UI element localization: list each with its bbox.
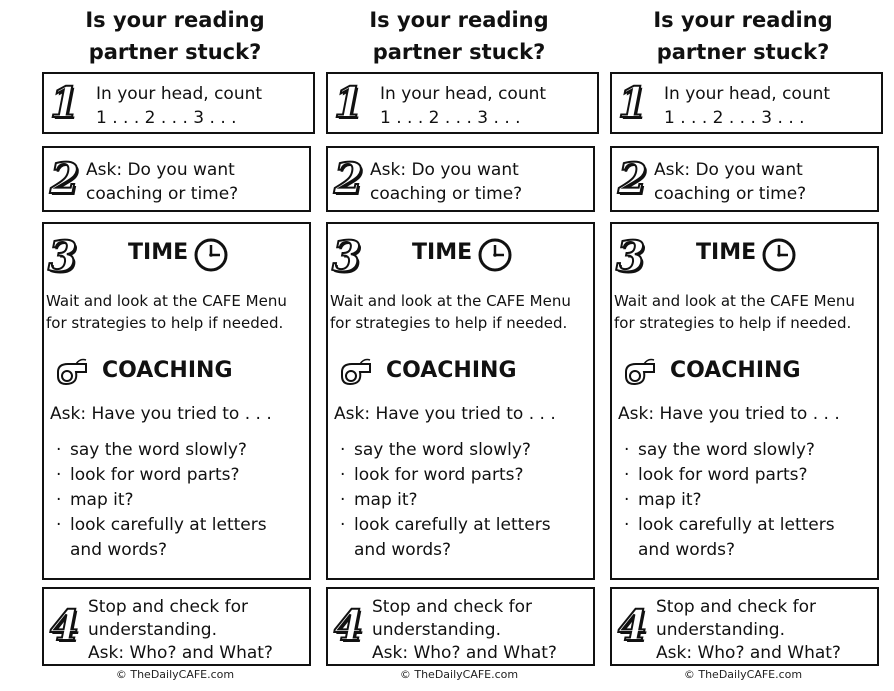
list-item: · map it? bbox=[56, 490, 134, 510]
step-4-line1: Stop and check for bbox=[88, 597, 248, 617]
list-item: · look carefully at letters bbox=[56, 515, 267, 535]
list-item: · map it? bbox=[340, 490, 418, 510]
bookmark-column-1 bbox=[40, 0, 310, 691]
step-3-box bbox=[326, 222, 595, 580]
strategy-list bbox=[620, 438, 870, 563]
step-1-text-line2: 1 . . . 2 . . . 3 . . . bbox=[96, 108, 237, 128]
step-number-1: 1 bbox=[50, 78, 80, 127]
list-item: · look for word parts? bbox=[624, 465, 808, 485]
step-1-box bbox=[42, 72, 315, 134]
step-4-line2: understanding. bbox=[372, 620, 501, 640]
strategy-list bbox=[336, 438, 586, 563]
copyright-footer: © TheDailyCAFE.com bbox=[683, 668, 803, 681]
step-3-box bbox=[42, 222, 311, 580]
bookmark-title: Is your reading partner stuck? bbox=[653, 8, 833, 64]
list-item: · say the word slowly? bbox=[56, 440, 247, 460]
list-item: · say the word slowly? bbox=[624, 440, 815, 460]
coaching-label: COACHING bbox=[102, 358, 233, 383]
step-4-box bbox=[326, 587, 595, 666]
time-label: TIME bbox=[696, 240, 757, 265]
step-number-4: 4 bbox=[618, 601, 648, 650]
wait-text-line2: for strategies to help if needed. bbox=[46, 314, 284, 332]
step-number-1: 1 bbox=[618, 78, 648, 127]
strategy-list bbox=[52, 438, 302, 563]
step-number-3: 3 bbox=[48, 232, 78, 281]
wait-text-line2: for strategies to help if needed. bbox=[330, 314, 568, 332]
step-1-text-line2: 1 . . . 2 . . . 3 . . . bbox=[380, 108, 521, 128]
step-number-2: 2 bbox=[618, 154, 648, 203]
bookmark-title: Is your reading partner stuck? bbox=[369, 8, 549, 64]
bookmark-column-3 bbox=[608, 0, 878, 691]
copyright-footer: © TheDailyCAFE.com bbox=[115, 668, 235, 681]
time-label: TIME bbox=[128, 240, 189, 265]
step-1-text-line1: In your head, count bbox=[380, 84, 547, 104]
wait-text-line1: Wait and look at the CAFE Menu bbox=[330, 292, 571, 310]
clock-icon bbox=[478, 238, 512, 272]
clock-icon bbox=[194, 238, 228, 272]
list-item: and words? bbox=[70, 540, 168, 560]
step-number-4: 4 bbox=[334, 601, 364, 650]
step-4-box bbox=[610, 587, 879, 666]
step-4-line2: understanding. bbox=[656, 620, 785, 640]
step-4-line1: Stop and check for bbox=[656, 597, 816, 617]
step-2-text-line2: coaching or time? bbox=[370, 184, 523, 204]
step-2-text-line2: coaching or time? bbox=[654, 184, 807, 204]
step-1-text-line2: 1 . . . 2 . . . 3 . . . bbox=[664, 108, 805, 128]
step-1-text-line1: In your head, count bbox=[664, 84, 831, 104]
step-1-box bbox=[326, 72, 599, 134]
list-item: · look for word parts? bbox=[56, 465, 240, 485]
coaching-label: COACHING bbox=[670, 358, 801, 383]
step-number-3: 3 bbox=[332, 232, 362, 281]
whistle-icon bbox=[336, 358, 376, 390]
list-item: · map it? bbox=[624, 490, 702, 510]
step-number-3: 3 bbox=[616, 232, 646, 281]
clock-icon bbox=[762, 238, 796, 272]
step-number-1: 1 bbox=[334, 78, 364, 127]
step-3-box bbox=[610, 222, 879, 580]
list-item: and words? bbox=[638, 540, 736, 560]
whistle-icon bbox=[620, 358, 660, 390]
wait-text-line1: Wait and look at the CAFE Menu bbox=[46, 292, 287, 310]
step-2-box bbox=[326, 146, 595, 212]
coaching-ask-text: Ask: Have you tried to . . . bbox=[50, 404, 272, 424]
step-4-line2: understanding. bbox=[88, 620, 217, 640]
step-1-box bbox=[610, 72, 883, 134]
wait-text-line2: for strategies to help if needed. bbox=[614, 314, 852, 332]
whistle-icon bbox=[52, 358, 92, 390]
list-item: · look for word parts? bbox=[340, 465, 524, 485]
step-2-box bbox=[42, 146, 311, 212]
step-4-box bbox=[42, 587, 311, 666]
time-label: TIME bbox=[412, 240, 473, 265]
coaching-ask-text: Ask: Have you tried to . . . bbox=[334, 404, 556, 424]
step-2-text-line2: coaching or time? bbox=[86, 184, 239, 204]
step-4-line3: Ask: Who? and What? bbox=[88, 643, 273, 663]
step-4-line3: Ask: Who? and What? bbox=[372, 643, 557, 663]
bookmark-title: Is your reading partner stuck? bbox=[85, 8, 265, 64]
step-number-4: 4 bbox=[50, 601, 80, 650]
step-2-text-line1: Ask: Do you want bbox=[86, 160, 235, 180]
step-2-text-line1: Ask: Do you want bbox=[654, 160, 803, 180]
step-4-line3: Ask: Who? and What? bbox=[656, 643, 841, 663]
list-item: and words? bbox=[354, 540, 452, 560]
list-item: · look carefully at letters bbox=[624, 515, 835, 535]
step-number-2: 2 bbox=[334, 154, 364, 203]
copyright-footer: © TheDailyCAFE.com bbox=[399, 668, 519, 681]
bookmark-column-2 bbox=[324, 0, 594, 691]
step-number-2: 2 bbox=[50, 154, 80, 203]
list-item: · look carefully at letters bbox=[340, 515, 551, 535]
coaching-label: COACHING bbox=[386, 358, 517, 383]
list-item: · say the word slowly? bbox=[340, 440, 531, 460]
step-1-text-line1: In your head, count bbox=[96, 84, 263, 104]
step-4-line1: Stop and check for bbox=[372, 597, 532, 617]
step-2-text-line1: Ask: Do you want bbox=[370, 160, 519, 180]
step-2-box bbox=[610, 146, 879, 212]
coaching-ask-text: Ask: Have you tried to . . . bbox=[618, 404, 840, 424]
wait-text-line1: Wait and look at the CAFE Menu bbox=[614, 292, 855, 310]
